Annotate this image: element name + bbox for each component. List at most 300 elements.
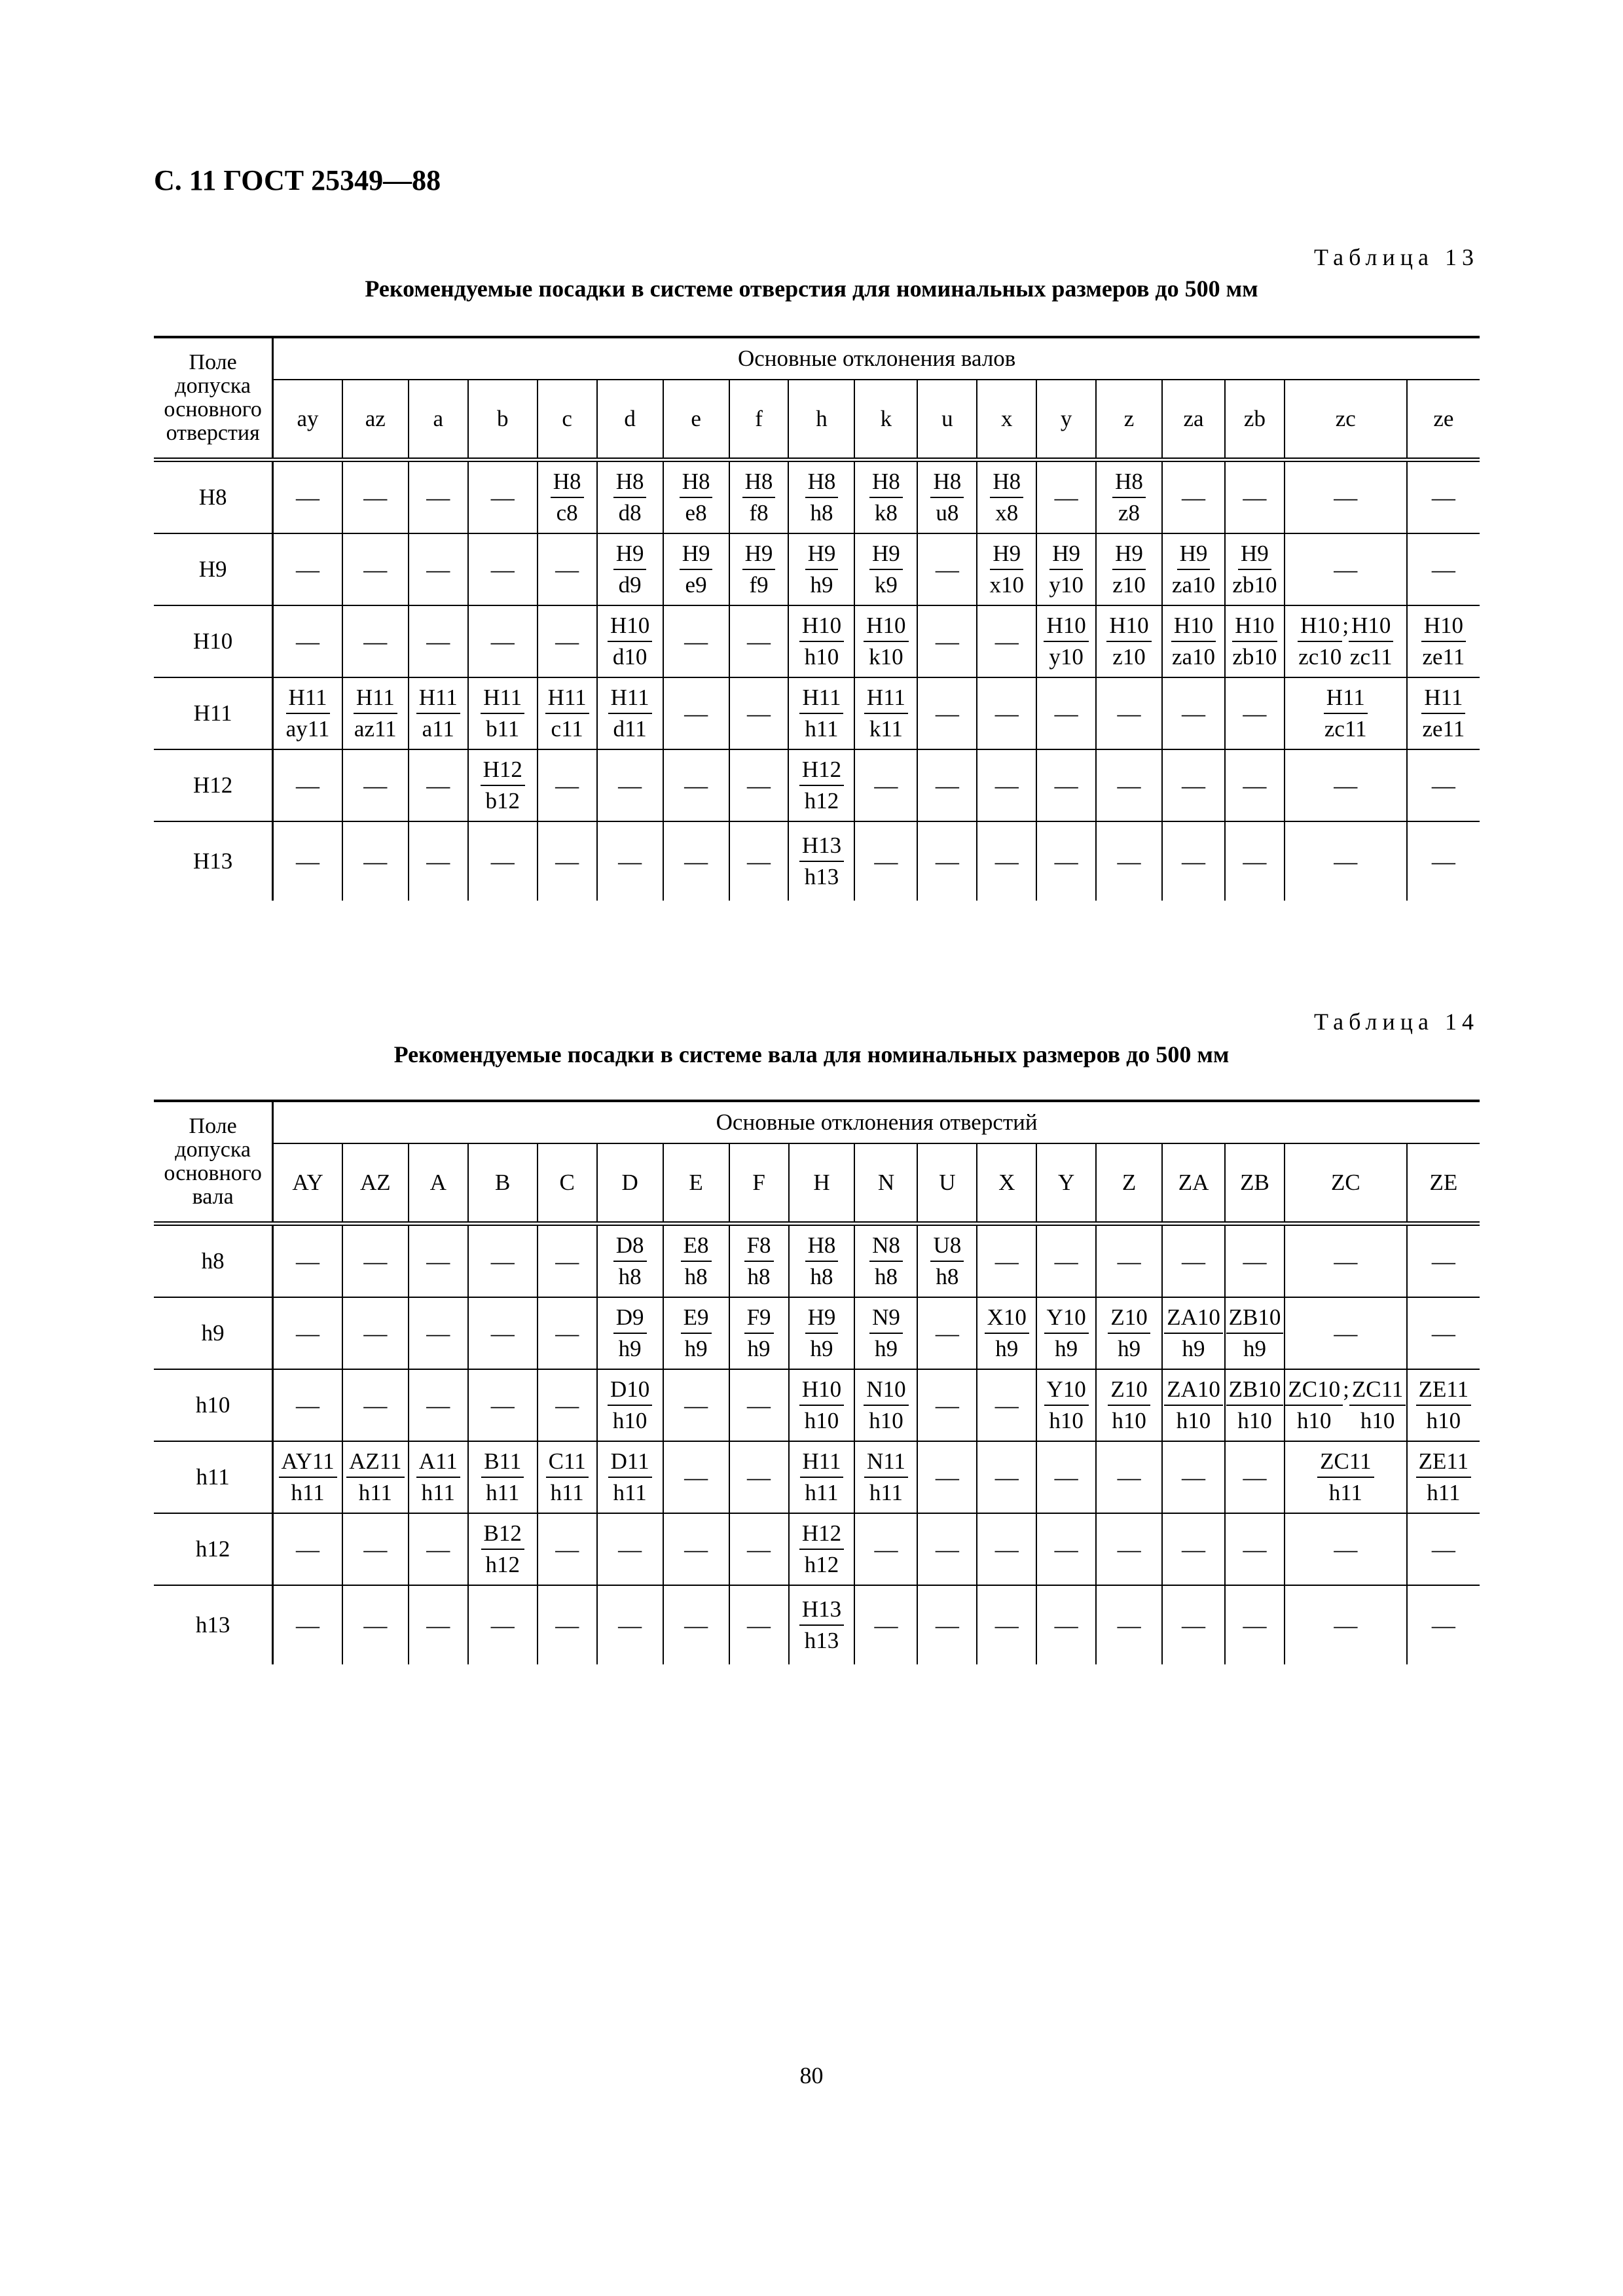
column-header: za bbox=[1162, 380, 1225, 460]
table-cell bbox=[273, 533, 342, 605]
fit-numerator: B12 bbox=[481, 1520, 524, 1550]
table-cell bbox=[409, 533, 468, 605]
empty-dash: — bbox=[1334, 1320, 1358, 1346]
empty-dash: — bbox=[490, 628, 515, 655]
fit-denominator: y10 bbox=[1049, 644, 1084, 670]
fit-fraction bbox=[1044, 1376, 1089, 1435]
fit-fraction bbox=[1044, 1304, 1089, 1363]
fit-numerator: ZE11 bbox=[1416, 1448, 1471, 1478]
fit-denominator: h10 bbox=[1360, 1408, 1395, 1433]
empty-dash: — bbox=[994, 772, 1019, 798]
row-label: h11 bbox=[154, 1441, 273, 1513]
table-cell bbox=[1096, 821, 1162, 901]
fit-fraction bbox=[279, 1448, 337, 1507]
fit-fraction bbox=[990, 469, 1023, 527]
table-cell bbox=[1036, 1585, 1096, 1664]
row-header-line: Поле bbox=[189, 1114, 237, 1138]
table-cell bbox=[409, 677, 468, 749]
table-cell bbox=[854, 1441, 917, 1513]
table-cell bbox=[1225, 533, 1285, 605]
table-cell bbox=[342, 1224, 409, 1298]
fit-numerator: H11 bbox=[354, 685, 397, 714]
column-header: X bbox=[977, 1143, 1036, 1224]
table-13-title: Рекомендуемые посадки в системе отверстия для номинальных размеров до 500 мм bbox=[365, 276, 1258, 302]
column-header: ZA bbox=[1162, 1143, 1225, 1224]
empty-dash: — bbox=[874, 772, 898, 798]
row-header-line: Поле bbox=[189, 350, 237, 374]
table-cell bbox=[538, 1513, 597, 1585]
table-cell bbox=[917, 533, 977, 605]
empty-dash: — bbox=[874, 1612, 898, 1638]
table-cell bbox=[854, 1297, 917, 1369]
table-cell bbox=[854, 821, 917, 901]
fit-fraction bbox=[608, 1448, 652, 1507]
fit-fraction bbox=[1112, 469, 1146, 527]
empty-dash: — bbox=[1117, 1464, 1141, 1490]
fit-fraction bbox=[1112, 541, 1146, 599]
column-header: Z bbox=[1096, 1143, 1162, 1224]
table-cell bbox=[729, 1585, 789, 1664]
row-header bbox=[154, 1101, 273, 1224]
table-cell bbox=[1407, 749, 1480, 821]
fit-denominator: c8 bbox=[556, 500, 578, 526]
fit-fraction bbox=[864, 613, 908, 671]
fit-numerator: E8 bbox=[681, 1232, 712, 1262]
fit-denominator: h8 bbox=[936, 1264, 959, 1289]
empty-dash: — bbox=[1117, 1612, 1141, 1638]
empty-dash: — bbox=[747, 848, 771, 874]
fit-numerator: F9 bbox=[744, 1304, 774, 1334]
table-cell bbox=[409, 605, 468, 677]
empty-dash: — bbox=[1182, 700, 1206, 726]
fit-numerator: ZC11 bbox=[1317, 1448, 1374, 1478]
fit-denominator: h10 bbox=[1426, 1408, 1461, 1433]
fit-fraction bbox=[1416, 1376, 1471, 1435]
table-cell bbox=[663, 1224, 729, 1298]
table-cell bbox=[342, 821, 409, 901]
fit-fraction bbox=[481, 1448, 524, 1507]
empty-dash: — bbox=[935, 556, 959, 583]
fit-fraction bbox=[1416, 1448, 1471, 1507]
fit-numerator: H9 bbox=[613, 541, 647, 570]
table-cell bbox=[788, 821, 854, 901]
table-cell bbox=[977, 605, 1036, 677]
fit-fraction bbox=[286, 685, 330, 743]
table-cell bbox=[663, 460, 729, 534]
table-cell bbox=[663, 1513, 729, 1585]
fit-denominator: h9 bbox=[995, 1336, 1019, 1361]
table-cell bbox=[1285, 1297, 1407, 1369]
table-cell bbox=[468, 1297, 538, 1369]
table-cell bbox=[663, 1297, 729, 1369]
empty-dash: — bbox=[747, 628, 771, 655]
row-header bbox=[154, 337, 273, 460]
empty-dash: — bbox=[426, 1248, 450, 1274]
fit-fraction bbox=[1226, 1376, 1284, 1435]
column-header: ZB bbox=[1225, 1143, 1285, 1224]
table-cell bbox=[917, 1513, 977, 1585]
fit-numerator: H12 bbox=[481, 757, 525, 786]
table-cell bbox=[538, 749, 597, 821]
table-row bbox=[154, 1585, 1480, 1664]
table-cell bbox=[597, 605, 663, 677]
empty-dash: — bbox=[935, 1464, 959, 1490]
fit-denominator: az11 bbox=[354, 716, 397, 742]
table-cell bbox=[729, 821, 789, 901]
fit-numerator: H10 bbox=[799, 1376, 844, 1406]
fit-numerator: H8 bbox=[742, 469, 776, 498]
table-cell bbox=[917, 1369, 977, 1441]
fit-denominator: u8 bbox=[936, 500, 959, 526]
empty-dash: — bbox=[1117, 700, 1141, 726]
table-cell bbox=[917, 1441, 977, 1513]
column-header: F bbox=[729, 1143, 789, 1224]
table-cell bbox=[729, 460, 789, 534]
fit-numerator: H9 bbox=[1177, 541, 1211, 570]
fit-denominator: d9 bbox=[618, 572, 642, 598]
table-cell bbox=[273, 821, 342, 901]
empty-dash: — bbox=[363, 484, 388, 511]
table-cell bbox=[538, 533, 597, 605]
table-cell bbox=[1096, 460, 1162, 534]
empty-dash: — bbox=[555, 556, 579, 583]
fit-fraction bbox=[799, 1520, 844, 1579]
empty-dash: — bbox=[555, 1320, 579, 1346]
table-cell bbox=[1036, 1369, 1096, 1441]
empty-dash: — bbox=[747, 1392, 771, 1418]
table-cell bbox=[917, 677, 977, 749]
table-cell bbox=[538, 1441, 597, 1513]
empty-dash: — bbox=[618, 1612, 642, 1638]
table-cell bbox=[273, 1441, 342, 1513]
fit-numerator: H11 bbox=[286, 685, 330, 714]
empty-dash: — bbox=[1243, 700, 1267, 726]
table-cell bbox=[538, 460, 597, 534]
table-cell bbox=[977, 1585, 1036, 1664]
table-cell bbox=[1162, 1369, 1225, 1441]
fit-fraction bbox=[608, 613, 652, 671]
table-cell bbox=[854, 1369, 917, 1441]
table-cell bbox=[273, 460, 342, 534]
fit-numerator: AY11 bbox=[279, 1448, 337, 1478]
fit-numerator: ZA10 bbox=[1164, 1304, 1223, 1334]
table-cell bbox=[468, 1513, 538, 1585]
fit-fraction bbox=[800, 1448, 844, 1507]
fit-numerator: H10 bbox=[608, 613, 652, 642]
fit-numerator: H9 bbox=[805, 541, 839, 570]
row-label: H11 bbox=[154, 677, 273, 749]
fit-denominator: b12 bbox=[485, 788, 520, 814]
fit-fraction bbox=[1044, 613, 1088, 671]
table-cell bbox=[1096, 1369, 1162, 1441]
fit-numerator: H9 bbox=[869, 541, 903, 570]
fit-numerator: H10 bbox=[1232, 613, 1277, 642]
fit-numerator: H8 bbox=[805, 1232, 839, 1262]
fit-numerator: H10 bbox=[864, 613, 908, 642]
fit-denominator: zb10 bbox=[1232, 572, 1277, 598]
table-cell bbox=[597, 533, 663, 605]
table-cell bbox=[1285, 821, 1407, 901]
fit-numerator: U8 bbox=[930, 1232, 964, 1262]
fit-fraction bbox=[613, 469, 647, 527]
table-cell bbox=[1407, 677, 1480, 749]
fit-numerator: H8 bbox=[869, 469, 903, 498]
table-14-label: Таблица 14 bbox=[1314, 1009, 1479, 1035]
empty-dash: — bbox=[1054, 700, 1078, 726]
table-cell bbox=[538, 1585, 597, 1664]
empty-dash: — bbox=[426, 484, 450, 511]
fit-fraction bbox=[805, 469, 839, 527]
empty-dash: — bbox=[1243, 1612, 1267, 1638]
column-header: c bbox=[538, 380, 597, 460]
empty-dash: — bbox=[1182, 1612, 1206, 1638]
empty-dash: — bbox=[490, 556, 515, 583]
empty-dash: — bbox=[363, 556, 388, 583]
table-row bbox=[154, 1513, 1480, 1585]
empty-dash: — bbox=[1182, 848, 1206, 874]
fit-denominator: z10 bbox=[1112, 572, 1146, 598]
empty-dash: — bbox=[935, 772, 959, 798]
fit-fraction bbox=[354, 685, 397, 743]
fit-fraction bbox=[608, 685, 652, 743]
fit-denominator: e8 bbox=[685, 500, 707, 526]
table-cell bbox=[538, 821, 597, 901]
table-cell bbox=[854, 1585, 917, 1664]
table-cell bbox=[468, 533, 538, 605]
fit-denominator: h8 bbox=[618, 1264, 642, 1289]
table-cell bbox=[468, 1369, 538, 1441]
fit-numerator: H11 bbox=[608, 685, 652, 714]
fit-fraction bbox=[416, 685, 460, 743]
table-row bbox=[154, 821, 1480, 901]
row-label: h8 bbox=[154, 1224, 273, 1298]
table-cell bbox=[789, 1585, 855, 1664]
table-cell bbox=[597, 1441, 663, 1513]
table-cell bbox=[1096, 677, 1162, 749]
fit-fraction bbox=[1232, 541, 1277, 599]
empty-dash: — bbox=[426, 772, 450, 798]
table-cell bbox=[1096, 605, 1162, 677]
fit-denominator: f9 bbox=[749, 572, 769, 598]
table-cell bbox=[342, 533, 409, 605]
table-cell bbox=[1162, 1585, 1225, 1664]
fit-separator: ; bbox=[1343, 1376, 1349, 1402]
row-label: h13 bbox=[154, 1585, 273, 1664]
table-cell bbox=[597, 1224, 663, 1298]
fit-fraction bbox=[613, 1304, 647, 1363]
column-header: f bbox=[729, 380, 789, 460]
fit-numerator: H9 bbox=[990, 541, 1023, 570]
empty-dash: — bbox=[296, 556, 320, 583]
fit-fraction bbox=[1049, 541, 1084, 599]
empty-dash: — bbox=[994, 628, 1019, 655]
table-cell bbox=[342, 1297, 409, 1369]
table-cell bbox=[409, 1441, 468, 1513]
empty-dash: — bbox=[1431, 848, 1455, 874]
fit-fraction bbox=[681, 1232, 712, 1291]
table-cell bbox=[409, 749, 468, 821]
table-cell bbox=[1162, 460, 1225, 534]
table-cell bbox=[1225, 460, 1285, 534]
table-cell bbox=[1036, 821, 1096, 901]
fit-denominator: h9 bbox=[684, 1336, 708, 1361]
fit-fraction bbox=[930, 469, 964, 527]
table-cell bbox=[1225, 1369, 1285, 1441]
table-cell bbox=[342, 677, 409, 749]
fit-denominator: x8 bbox=[995, 500, 1019, 526]
empty-dash: — bbox=[555, 1248, 579, 1274]
table-cell bbox=[854, 1513, 917, 1585]
table-cell bbox=[977, 1513, 1036, 1585]
fit-numerator: ZC11 bbox=[1349, 1376, 1406, 1406]
empty-dash: — bbox=[363, 1248, 388, 1274]
empty-dash: — bbox=[1182, 1248, 1206, 1274]
fit-fraction bbox=[869, 541, 903, 599]
table-cell bbox=[1096, 1513, 1162, 1585]
empty-dash: — bbox=[684, 848, 708, 874]
column-header: Y bbox=[1036, 1143, 1096, 1224]
fit-denominator: h10 bbox=[804, 644, 839, 670]
empty-dash: — bbox=[426, 848, 450, 874]
table-cell bbox=[409, 460, 468, 534]
fit-denominator: zc11 bbox=[1349, 644, 1393, 670]
table-cell bbox=[1036, 605, 1096, 677]
fit-denominator: zb10 bbox=[1232, 644, 1277, 670]
empty-dash: — bbox=[1431, 484, 1455, 511]
table-cell bbox=[1225, 605, 1285, 677]
fit-fraction bbox=[1164, 1376, 1223, 1435]
fit-numerator: H9 bbox=[1112, 541, 1146, 570]
table-cell bbox=[538, 1224, 597, 1298]
table-cell bbox=[977, 1224, 1036, 1298]
empty-dash: — bbox=[935, 1320, 959, 1346]
empty-dash: — bbox=[1334, 484, 1358, 511]
table-cell bbox=[538, 1369, 597, 1441]
table-cell bbox=[342, 749, 409, 821]
table-cell bbox=[663, 605, 729, 677]
fit-numerator: ZA10 bbox=[1164, 1376, 1223, 1406]
empty-dash: — bbox=[618, 848, 642, 874]
fit-fraction bbox=[744, 1304, 774, 1363]
fit-denominator: h10 bbox=[1296, 1408, 1332, 1433]
fit-denominator: h10 bbox=[869, 1408, 903, 1433]
column-header: H bbox=[789, 1143, 855, 1224]
empty-dash: — bbox=[296, 1392, 320, 1418]
fit-fraction bbox=[799, 1376, 844, 1435]
table-cell bbox=[854, 1224, 917, 1298]
table-cell bbox=[1225, 1585, 1285, 1664]
fit-numerator: H8 bbox=[613, 469, 647, 498]
fit-numerator: H10 bbox=[1106, 613, 1151, 642]
empty-dash: — bbox=[296, 1248, 320, 1274]
fit-denominator: h11 bbox=[421, 1480, 455, 1505]
table-cell bbox=[342, 460, 409, 534]
fit-fraction bbox=[681, 1304, 712, 1363]
empty-dash: — bbox=[618, 772, 642, 798]
table-row bbox=[154, 1224, 1480, 1298]
fit-fraction bbox=[1164, 1304, 1223, 1363]
table-cell bbox=[1225, 821, 1285, 901]
fit-numerator: H10 bbox=[1298, 613, 1342, 642]
fit-numerator: A11 bbox=[416, 1448, 460, 1478]
fit-fraction bbox=[869, 1232, 903, 1291]
table-cell bbox=[409, 1224, 468, 1298]
empty-dash: — bbox=[1334, 1248, 1358, 1274]
fit-numerator: H11 bbox=[864, 685, 908, 714]
table-cell bbox=[1285, 533, 1407, 605]
table-cell bbox=[273, 605, 342, 677]
empty-dash: — bbox=[1334, 1612, 1358, 1638]
table-cell bbox=[597, 821, 663, 901]
table-row bbox=[154, 677, 1480, 749]
fit-numerator: H8 bbox=[930, 469, 964, 498]
empty-dash: — bbox=[363, 1320, 388, 1346]
fit-denominator: z10 bbox=[1112, 644, 1146, 670]
fit-numerator: H9 bbox=[742, 541, 776, 570]
table-row bbox=[154, 749, 1480, 821]
table-cell bbox=[729, 1513, 789, 1585]
table-cell bbox=[854, 605, 917, 677]
table-cell bbox=[663, 749, 729, 821]
row-label: H10 bbox=[154, 605, 273, 677]
fit-numerator: H11 bbox=[1324, 685, 1368, 714]
empty-dash: — bbox=[363, 1536, 388, 1562]
fit-denominator: f8 bbox=[749, 500, 769, 526]
table-cell bbox=[273, 677, 342, 749]
table-cell bbox=[1225, 1441, 1285, 1513]
empty-dash: — bbox=[1334, 772, 1358, 798]
empty-dash: — bbox=[874, 1536, 898, 1562]
table-cell bbox=[729, 1369, 789, 1441]
row-header-line: допуска bbox=[175, 1138, 251, 1162]
table-cell bbox=[977, 533, 1036, 605]
table-cell bbox=[1225, 677, 1285, 749]
table-cell bbox=[597, 1297, 663, 1369]
fit-numerator: B11 bbox=[481, 1448, 524, 1478]
fit-fraction bbox=[1421, 685, 1465, 743]
table-14-title: Рекомендуемые посадки в системе вала для номинальных размеров до 500 мм bbox=[393, 1041, 1230, 1067]
table-cell bbox=[1407, 1297, 1480, 1369]
fit-denominator: b11 bbox=[486, 716, 520, 742]
fit-denominator: h11 bbox=[613, 1480, 647, 1505]
empty-dash: — bbox=[1243, 484, 1267, 511]
table-cell bbox=[1407, 1513, 1480, 1585]
fit-numerator: H11 bbox=[481, 685, 524, 714]
table-cell bbox=[977, 749, 1036, 821]
empty-dash: — bbox=[935, 628, 959, 655]
fit-fraction bbox=[1226, 1304, 1284, 1363]
empty-dash: — bbox=[684, 1612, 708, 1638]
column-header: D bbox=[597, 1143, 663, 1224]
table-cell bbox=[663, 1441, 729, 1513]
empty-dash: — bbox=[426, 628, 450, 655]
table-cell bbox=[917, 1224, 977, 1298]
empty-dash: — bbox=[994, 1464, 1019, 1490]
fits-table-13 bbox=[154, 336, 1480, 901]
empty-dash: — bbox=[1334, 556, 1358, 583]
empty-dash: — bbox=[747, 700, 771, 726]
fit-fraction bbox=[545, 685, 589, 743]
fit-fraction bbox=[805, 541, 839, 599]
fit-denominator: h10 bbox=[1049, 1408, 1084, 1433]
fit-numerator: H11 bbox=[545, 685, 589, 714]
fit-fraction bbox=[805, 1304, 839, 1363]
empty-dash: — bbox=[1182, 484, 1206, 511]
empty-dash: — bbox=[296, 628, 320, 655]
empty-dash: — bbox=[426, 1536, 450, 1562]
table-cell bbox=[342, 605, 409, 677]
empty-dash: — bbox=[490, 1392, 515, 1418]
